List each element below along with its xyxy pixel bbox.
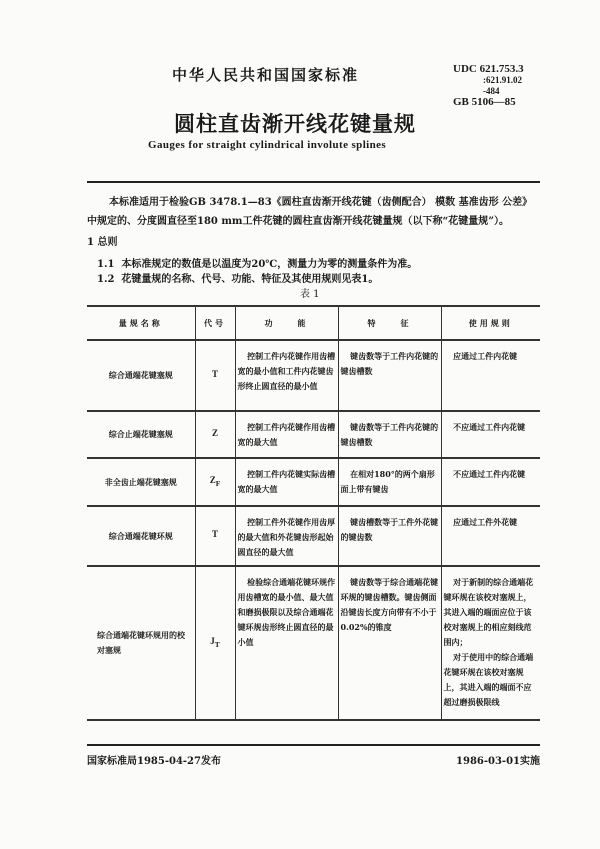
gauge-feature: 键齿数等于工件内花键的键齿槽数	[338, 340, 441, 411]
gauge-function: 控制工件内花键作用齿槽宽的最小值和工件内花键齿形终止圆直径的最小值	[235, 340, 338, 411]
col-header: 代号	[195, 306, 235, 340]
gauge-code: $Z_F$	[195, 458, 235, 506]
gauge-function: 控制工件外花键作用齿厚的最大值和外花键齿形起始圆直径的最大值	[235, 506, 338, 566]
table-row	[87, 458, 540, 506]
rule-paragraph: 对于新制的综合通端花键环规在该校对塞规上，其进入端的端面应位于该校对塞规上的相应刻线范围内；	[443, 577, 534, 647]
udc-classification	[453, 64, 524, 108]
bottom-rule	[87, 744, 540, 746]
national-standard-label: 中华人民共和国国家标准	[172, 66, 360, 84]
english-title: Gauges for straight cylindrical involute splines	[148, 139, 387, 151]
gauge-name: 非全齿止端花键塞规	[104, 476, 177, 487]
gauge-feature: 在相对180°的两个扇形面上带有键齿	[338, 458, 441, 506]
table-row	[87, 506, 540, 566]
table-caption: 表 1	[300, 289, 320, 300]
col-header: 量规名称	[118, 317, 163, 328]
gb-number: GB 5106—85	[453, 96, 516, 108]
col-header: 使用规则	[441, 306, 540, 340]
gauge-code: Z	[195, 411, 235, 458]
table-row	[87, 566, 540, 720]
col-header: 功 能	[235, 306, 338, 340]
clause-text: 本标准规定的数值是以温度为20℃，测量力为零的测量条件为准。	[121, 259, 418, 270]
gauge-name: 综合通端花键环规	[108, 530, 173, 541]
section-heading: 1 总则	[87, 237, 118, 248]
table-header-row	[87, 306, 540, 340]
gauge-feature: 键齿数等于工件内花键的键齿槽数	[338, 411, 441, 458]
clause-number: 1.1	[97, 259, 115, 270]
gauge-rule: 应通过工件外花键	[441, 506, 540, 566]
issue-date: 国家标准局1985-04-27发布	[87, 756, 221, 767]
udc-line: :621.91.02	[483, 75, 522, 85]
table-row	[87, 340, 540, 411]
gauge-name: 综合止端花键塞规	[108, 429, 173, 439]
gauge-feature: 键齿数等于综合通端花键环规的键齿槽数。键齿侧面沿键齿长度方向带有不小于0.02%的锥度	[338, 566, 441, 720]
gauge-code: T	[195, 506, 235, 566]
gauge-function: 控制工件内花键实际齿槽宽的最大值	[235, 458, 338, 506]
gauge-feature: 键齿槽数等于工件外花键的键齿数	[338, 506, 441, 566]
gauge-function: 检验综合通端花键环规作用齿槽宽的最小值、最大值和磨损极限以及综合通端花键环规齿形终止圆直径的最小值	[235, 566, 338, 720]
gauge-table	[87, 305, 540, 721]
intro-line: 中规定的、分度圆直径至180 mm工件花键的圆柱直齿渐开线花键量规（以下称“花键量规”）。	[87, 216, 510, 227]
gauge-name: 综合通端花键塞规	[108, 370, 173, 380]
col-header: 特 征	[338, 306, 441, 340]
intro-line: 本标准适用于检验GB 3478.1—83《圆柱直齿渐开线花键（齿侧配合） 模数 基准齿形 公差》	[109, 197, 533, 208]
clause-1-2	[97, 270, 378, 285]
gauge-name: 综合通端花键环规用的校对塞规	[97, 630, 185, 655]
gauge-rule	[441, 566, 540, 720]
clause-1-1	[97, 255, 417, 270]
intro-paragraph	[87, 193, 547, 231]
effective-date: 1986-03-01实施	[456, 756, 540, 767]
gauge-code: T	[195, 340, 235, 411]
gauge-rule: 不应通过工件内花键	[441, 411, 540, 458]
gauge-rule: 应通过工件内花键	[441, 340, 540, 411]
document-title: 圆柱直齿渐开线花键量规	[174, 111, 416, 136]
udc-line: UDC 621.753.3	[453, 63, 524, 75]
clause-number: 1.2	[97, 274, 115, 285]
gauge-rule: 不应通过工件内花键	[441, 458, 540, 506]
top-rule	[87, 181, 540, 183]
clause-text: 花键量规的名称、代号、功能、特征及其使用规则见表1。	[121, 274, 379, 285]
table-row	[87, 411, 540, 458]
gauge-function: 控制工件内花键作用齿槽宽的最大值	[235, 411, 338, 458]
udc-line: -484	[483, 86, 500, 96]
rule-paragraph: 对于使用中的综合通端花键环规在该校对塞规上，其进入端的端面不应超过磨损极限线	[443, 652, 534, 707]
gauge-code: $J_T$	[195, 566, 235, 720]
